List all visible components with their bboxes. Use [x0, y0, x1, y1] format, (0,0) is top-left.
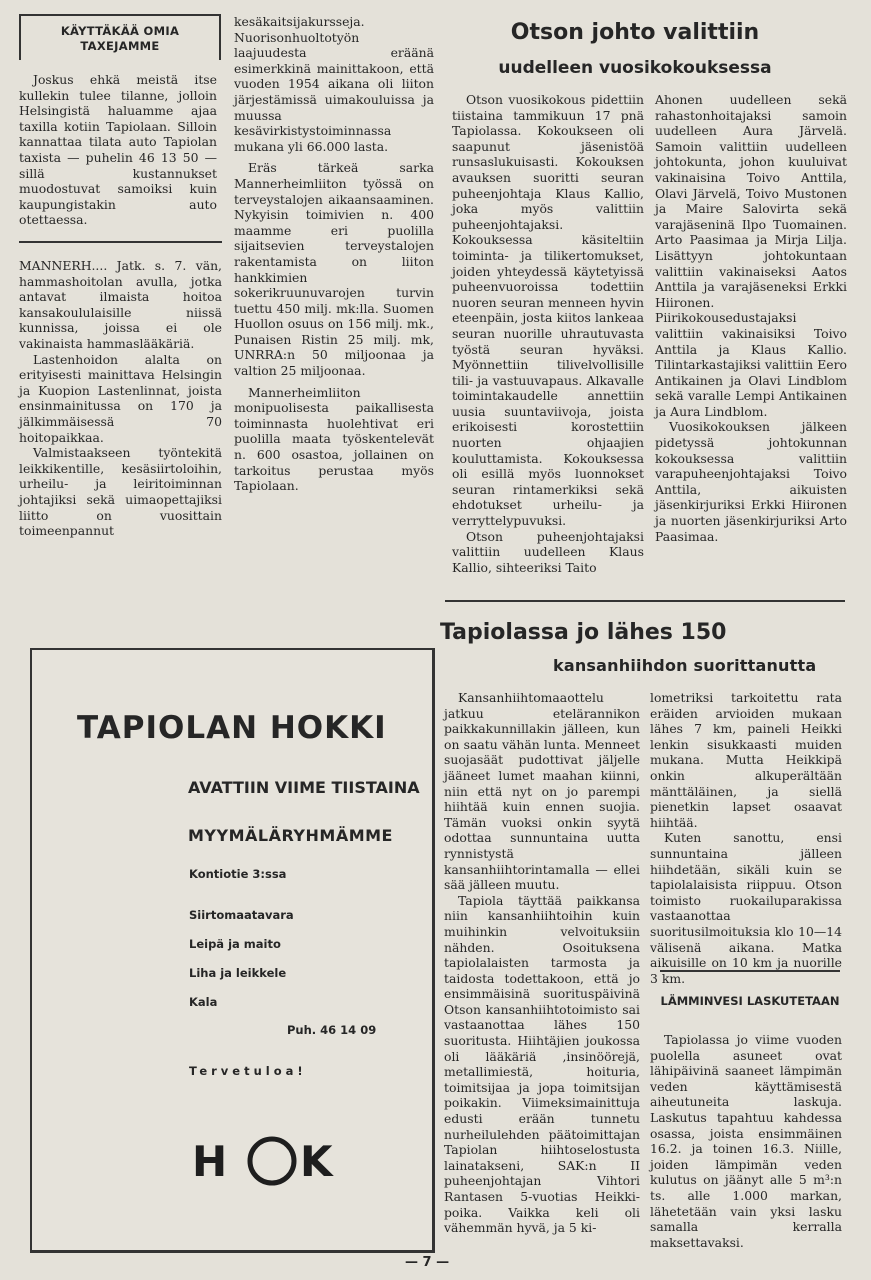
ad-address: Kontiotie 3:ssa [189, 867, 287, 881]
paragraph: lometriksi tarkoitettu rata eräiden arvioiden mukaan lähes 7 km, paineli Heikki lenkin sisukkaasti muiden mukana. Mutta Heikkipä onkin alkuperältään mänttäläinen, ja siellä pienetkin lapset osaavat hiihtää. [650, 690, 842, 830]
ad-item: Liha ja leikkele [189, 966, 287, 980]
svg-text:H: H [192, 1137, 228, 1186]
paragraph: Tapiola täyttää paikkansa niin kansanhiihtoihin kuin muihinkin velvoituksiin nähden. Osoituksena tapiolalaisten tarmosta ja taidosta todettakoon, että jo ensimmäisinä suorituspäivinä Otson kansanhiihtotoimisto sai vastaanottaa lähes 150 suoritusta. Hiihtäjien joukossa oli lääkäriä ,insinöörejä, metallimiestä, hoituria, toimitsijaa ja jopa toimitsijan poikakin. Viimeksimainittuja edusti erään tunnetu nurheilulehden päätoimittajan Tapiolan hiihtoselostusta lainatakseni, SAK:n II puheenjohtajan Vihtori Rantasen 5-vuotias Heikki-poika. Vaikka keli oli vähemmän hyvä, ja 5 ki- [444, 892, 640, 1236]
heat-headline: LÄMMINVESI LASKUTETAAN [660, 994, 840, 1008]
ski-col2 [650, 690, 842, 986]
box-top-rule [19, 14, 221, 16]
ad-item: Leipä ja maito [189, 937, 281, 951]
paragraph: Otson vuosikokous pidettiin tiistaina tammikuun 17 pnä Tapiolassa. Kokoukseen oli saapunut jäsenistöä runsaslukuisasti. Kokouksen avauksen suoritti seuran puheenjohtaja Klaus Kallio, joka myös valittiin puheenjohtajaksi. Kokouksessa käsiteltiin toiminta- ja tilikertomukset, joiden yhteydessä käytetyissä puheenvuoroissa todettiin nuoren seuran menneen hyvin eteenpäin, josta kiitos lankeaa seuran nuorille uhrautuvasta työstä seuran hyväksi. Myönnettiin tilivelvollisille tili- ja vastuuvapaus. Alkavalle toimintakaudelle annettiin uusia suuntaviivoja, joista erikoisesti korostettiin nuorten ohjaajien kouluttamista. Kokouksessa oli esillä myös luonnokset seuran rintamerkiksi sekä ehdotukset urheilu- ja verryttelypuvuksi. [452, 92, 644, 529]
ad-opening-line: AVATTIIN VIIME TIISTAINA [188, 778, 420, 797]
divider [660, 970, 840, 972]
ad-welcome: Tervetuloa! [189, 1064, 307, 1078]
paragraph: Valmistaakseen työntekitä leikkikentille, kesäsiirtoloihin, urheilu- ja leiritoiminnan johtajiksi sekä uimaopettajiksi liitto on vuosittain toimeenpannut [19, 445, 222, 539]
paragraph: Eräs tärkeä sarka Mannerheimliiton työssä on terveystalojen aikaansaaminen. Nykyisin toimivien n. 400 maamme eri puolilla sijaitsevien terveystalojen rakentamista on liiton hankkimien sokerikruunuvarojen turvin tuettu 450 milj. mk:lla. Suomen Huollon osuus on 156 milj. mk., Punaisen Ristin 25 milj. mk, UNRRA:n 50 miljoonaa ja valtion 25 miljoonaa. [234, 160, 434, 379]
taxi-heading-box [19, 14, 221, 60]
ski-subheadline: kansanhiihdon suorittanutta [553, 656, 817, 675]
ad-item: Siirtomaatavara [189, 908, 294, 922]
taxi-body: Joskus ehkä meistä itse kullekin tulee tilanne, jolloin Helsingistä haluamme ajaa taxilla kotiin Tapiolaan. Silloin kannattaa tilata auto Tapiolan taxista — puhelin 46 13 50 — sillä kustannukset muodostuvat samoiksi kuin kaupungistakin auto otettaessa. [19, 72, 217, 228]
paragraph: kesäkaitsijakursseja. Nuorisonhuoltotyön laajuudesta eräänä esimerkkinä mainittakoon, että vuoden 1954 aikana oli liiton järjestämissä uimakouluissa ja muussa kesävirkistystoiminnassa mukana yli 66.000 lasta. [234, 14, 434, 154]
divider [19, 241, 222, 243]
otso-col1 [452, 92, 644, 575]
paragraph: Kansanhiihtomaaottelu jatkuu etelärannikon paikkakunnillakin jälleen, kun on saatu vähän lunta. Menneet suojasäät pudottivat jäljelle jääneet lumet maahan kiinni, niin että nyt on jo parempi hiihtää kuin ennen suojia. Tämän vuoksi onkin syytä odottaa sunnuntaina uutta rynnistystä kansanhiihtorintamalla — ellei sää jälleen muutu. [444, 690, 640, 893]
ski-headline: Tapiolassa jo lähes 150 [440, 620, 727, 645]
paragraph: Kuten sanottu, ensi sunnuntaina jälleen hiihdetään, sikäli kuin se tapiolalaisista riippuu. Otson toimisto ruokailuparakissa vastaanottaa suoritusilmoituksia klo 10—14 välisenä aikana. Matka aikuisille on 10 km ja nuorille 3 km. [650, 830, 842, 986]
ad-phone: Puh. 46 14 09 [287, 1023, 377, 1037]
page-number: — 7 — [405, 1255, 450, 1270]
otso-subheadline: uudelleen vuosikokouksessa [498, 58, 772, 78]
paragraph: Mannerheimliiton monipuolisesta paikallisesta toiminnasta huolehtivat eri puolilla maata työskentelevät n. 600 osastoa, jollainen on tarkoitus perustaa myös Tapiolaan. [234, 384, 434, 494]
taxi-article [19, 72, 217, 228]
divider [445, 600, 845, 602]
paragraph: Ahonen uudelleen sekä rahastonhoitajaksi samoin uudelleen Aura Järvelä. Samoin valittiin uudelleen johtokunta, johon kuuluivat vakinaisina Toivo Anttila, Olavi Järvelä, Toivo Mustonen ja Maire Salovirta sekä varajäseninä Ilpo Tuomainen. Arto Paasimaa ja Mirja Lilja. Lisättyyn johtokuntaan valittiin vakinaiseksi Aatos Anttila ja varajäseneksi Erkki Hiironen. Piirikokousedustajaksi valittiin vakinaisiksi Toivo Anttila ja Klaus Kallio. Tilintarkastajiksi valittiin Eero Antikainen ja Olavi Lindblom sekä varalle Lempi Antikainen ja Aura Lindblom. [655, 92, 847, 419]
mannerheim-col2 [234, 14, 434, 494]
ad-store-line: MYYMÄLÄRYHMÄMME [188, 826, 393, 845]
otso-col2 [655, 92, 847, 544]
heat-body: Tapiolassa jo viime vuoden puolella asuneet ovat lähipäivinä saaneet lämpimän veden käyttämisestä aiheutuneita laskuja. Laskutus tapahtuu kahdessa osassa, joista ensimmäinen 16.2. ja toinen 16.3. Niille, joiden lämpimän veden kulutus on jäänyt alle 5 m³:n ts. alle 1.000 markan, lähetetään vain yksi lasku samalla kerralla maksettavaksi. [650, 1032, 842, 1250]
paragraph: Otson puheenjohtajaksi valittiin uudelleen Klaus Kallio, sihteeriksi Taito [452, 528, 644, 575]
heat-article [650, 1032, 842, 1250]
paragraph: Lastenhoidon alalta on erityisesti mainittava Helsingin ja Kuopion Lastenlinnat, joista ensinmainitussa on 170 ja jälkimmäisessä 70 hoitopaikkaa. [19, 351, 222, 445]
ad-title: TAPIOLAN HOKKI [77, 710, 387, 746]
svg-text:K: K [300, 1137, 333, 1186]
paragraph: Vuosikokouksen jälkeen pidetyssä johtokunnan kokouksessa valittiin varapuheenjohtajaksi Toivo Anttila, aikuisten jäsenkirjuriksi Erkki Hiironen ja nuorten jäsenkirjuriksi Arto Paasimaa. [655, 419, 847, 544]
taxi-heading: KÄYTTÄKÄÄ OMIA TAXEJAMME [60, 24, 180, 53]
otso-headline: Otson johto valittiin [510, 20, 760, 45]
hok-logo [192, 1130, 352, 1190]
hokki-advertisement [30, 648, 435, 1253]
paragraph: MANNERH.... Jatk. s. 7. vän, hammashoitolan avulla, jotka antavat ilmaista hoitoa kansakoululaisille niissä kunnissa, joissa ei ole vakinaista hammaslääkäriä. [19, 258, 222, 351]
mannerheim-col1 [19, 258, 222, 539]
ski-col1 [444, 690, 640, 1236]
ad-item: Kala [189, 995, 218, 1009]
